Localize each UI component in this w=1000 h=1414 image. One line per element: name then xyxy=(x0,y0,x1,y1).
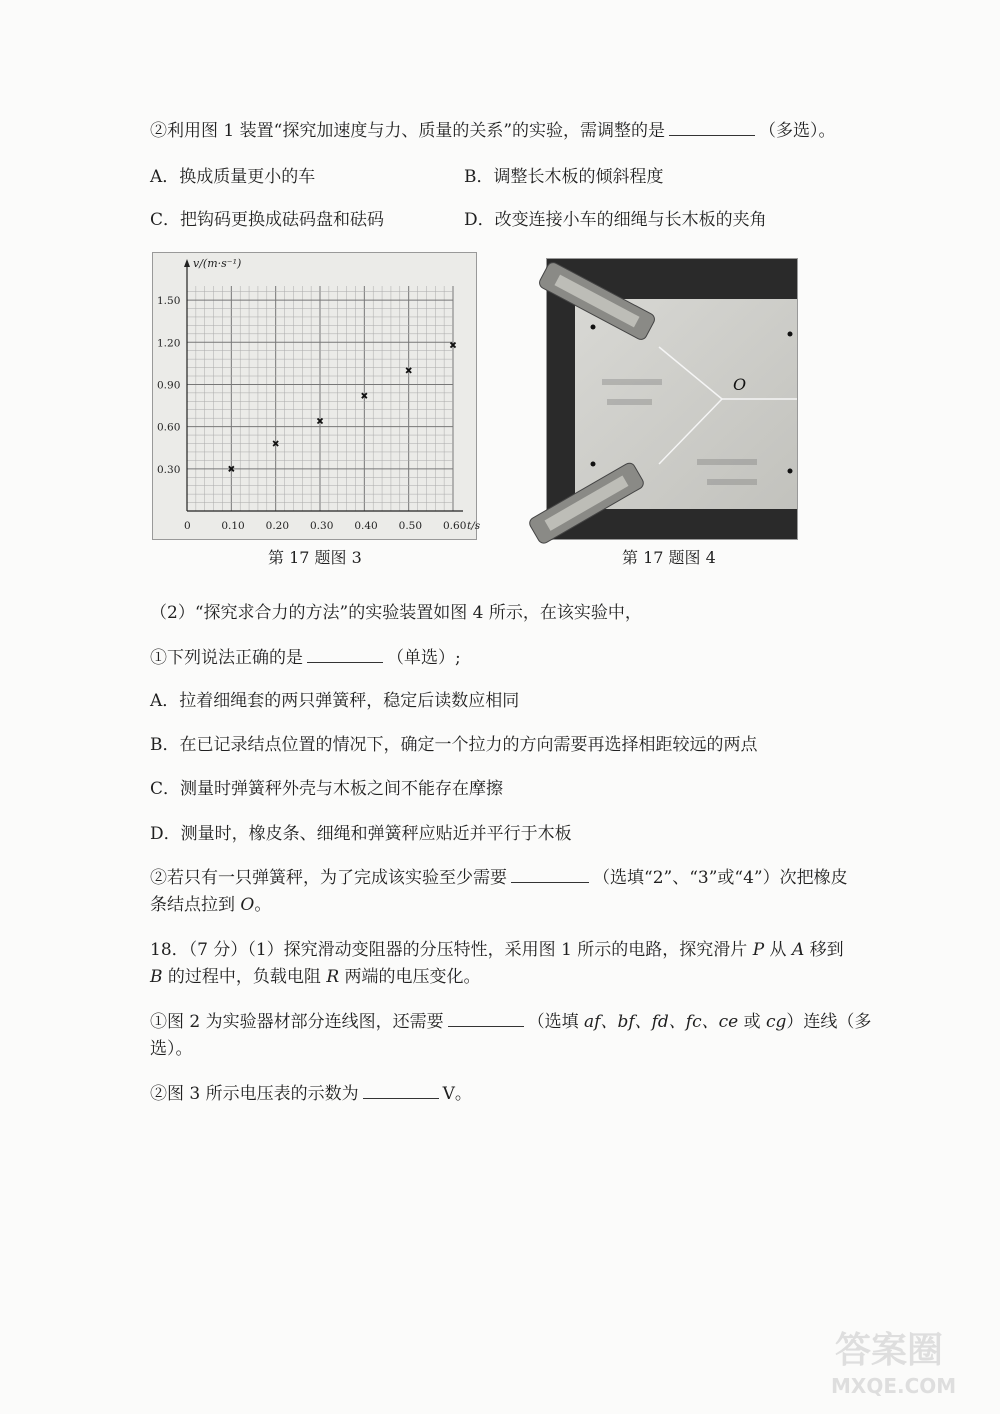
answer-blank[interactable] xyxy=(307,644,383,663)
fig4-force-apparatus-photo xyxy=(546,258,798,540)
y-axis-label: v/(m·s⁻¹) xyxy=(193,257,242,270)
x-tick-label: 0.50 xyxy=(398,520,423,532)
answer-blank[interactable] xyxy=(669,117,755,136)
answer-blank[interactable] xyxy=(448,1008,524,1027)
q17-part2-option-d: D．测量时，橡皮条、细绳和弹簧秤应贴近并平行于木板 xyxy=(150,824,572,844)
y-tick-label: 0.30 xyxy=(157,463,181,476)
q18-line2-b: 两端的电压变化。 xyxy=(339,967,481,987)
q17-part2-intro: （2）“探究求合力的方法”的实验装置如图 4 所示，在该实验中， xyxy=(150,603,642,623)
q17-part2-q1-line xyxy=(150,643,461,673)
q17-part2-option-a: A．拉着细绳套的两只弹簧秤，稳定后读数应相同 xyxy=(150,691,520,711)
q17-option-c: C．把钩码更换成砝码盘和砝码 xyxy=(150,210,385,230)
watermark-logo xyxy=(825,1312,975,1402)
fig3-caption: 第 17 题图 3 xyxy=(268,548,362,567)
q17-sub2-intro: ②利用图 1 装置“探究加速度与力、质量的关系”的实验，需调整的是 xyxy=(150,121,666,141)
q17-sub2-line xyxy=(150,116,836,146)
var-r: R xyxy=(326,967,340,987)
q18-q2-b: V。 xyxy=(442,1084,472,1104)
label-o: O xyxy=(733,375,747,394)
fig3-velocity-time-chart xyxy=(152,252,481,540)
q17-option-a: A．换成质量更小的车 xyxy=(150,167,316,187)
var-p: P xyxy=(752,940,765,960)
bottom-frame-edge xyxy=(575,509,797,539)
q18-q1-line1 xyxy=(150,1007,871,1037)
q18-line1-a: 18．（7 分）（1）探究滑动变阻器的分压特性，采用图 1 所示的电路，探究滑片 xyxy=(150,940,753,960)
y-tick-label: 1.20 xyxy=(157,337,181,350)
x-tick-label: 0.60 xyxy=(443,520,467,532)
x-axis-label: t/s xyxy=(467,520,481,532)
x-tick-label: 0.40 xyxy=(354,520,378,532)
x-tick-label: 0.10 xyxy=(221,520,245,532)
x-tick-label: 0.20 xyxy=(265,520,290,532)
x-tick-label: 0 xyxy=(184,520,191,532)
y-tick-label: 0.90 xyxy=(157,379,181,392)
q17-part2-q2-c: 条结点拉到 xyxy=(150,895,241,915)
q18-line2-a: 的过程中，负载电阻 xyxy=(162,967,327,987)
pin-dot xyxy=(788,332,793,337)
var-b: B xyxy=(150,967,163,987)
q18-q2-line xyxy=(150,1079,472,1109)
watermark-text-main: 答案圈 xyxy=(835,1330,944,1371)
q17-part2-q1: ①下列说法正确的是 xyxy=(150,648,303,668)
q18-q1-or: 或 xyxy=(738,1012,767,1032)
q18-q2-a: ②图 3 所示电压表的示数为 xyxy=(150,1084,359,1104)
q18-q1-a: ①图 2 为实验器材部分连线图，还需要 xyxy=(150,1012,444,1032)
q17-part2-q1-suffix: （单选）; xyxy=(387,648,461,668)
q17-part2-q2-a: ②若只有一只弹簧秤，为了完成该实验至少需要 xyxy=(150,868,507,888)
q17-part2-option-b: B．在已记录结点位置的情况下，确定一个拉力的方向需要再选择相距较远的两点 xyxy=(150,735,758,755)
q17-option-d: D．改变连接小车的细绳与长木板的夹角 xyxy=(464,210,767,230)
x-tick-label: 0.30 xyxy=(310,520,334,532)
q17-part2-q2-line2 xyxy=(150,890,271,920)
q17-part2-option-c: C．测量时弹簧秤外壳与木板之间不能存在摩擦 xyxy=(150,779,504,799)
chart-background xyxy=(153,253,476,539)
pin-dot xyxy=(591,462,596,467)
fig4-caption: 第 17 题图 4 xyxy=(622,548,716,567)
y-tick-label: 0.60 xyxy=(157,421,181,434)
q18-line1-c: 移到 xyxy=(804,940,844,960)
q17-part2-q2-b: （选填“2”、“3”或“4”）次把橡皮 xyxy=(593,868,848,888)
q17-sub2-suffix: （多选）。 xyxy=(759,121,836,141)
q17-option-b: B．调整长木板的倾斜程度 xyxy=(464,167,664,187)
var-o: O xyxy=(240,895,255,915)
q17-part2-q2-c-end: 。 xyxy=(254,895,272,915)
watermark-text-domain: MXQE.COM xyxy=(831,1374,957,1398)
q18-q1-line2: 选）。 xyxy=(150,1039,193,1059)
q18-line1-b: 从 xyxy=(764,940,792,960)
pin-dot xyxy=(788,469,793,474)
chart-svg xyxy=(153,253,481,539)
q18-q1-cg: cg xyxy=(766,1012,787,1032)
q18-q1-b: （选填 xyxy=(527,1012,585,1032)
pin-dot xyxy=(591,325,596,330)
q17-part2-q2-line1 xyxy=(150,863,848,893)
answer-blank[interactable] xyxy=(363,1080,439,1099)
answer-blank[interactable] xyxy=(511,864,589,883)
q18-q1-opts: af、bf、fd、fc、ce xyxy=(584,1012,739,1032)
q18-q1-c: ）连线（多 xyxy=(786,1012,872,1032)
var-a: A xyxy=(791,940,805,960)
q18-line2 xyxy=(150,962,481,992)
q18-line1 xyxy=(150,935,844,965)
apparatus-illustration xyxy=(547,259,797,539)
y-tick-label: 1.50 xyxy=(157,295,181,308)
